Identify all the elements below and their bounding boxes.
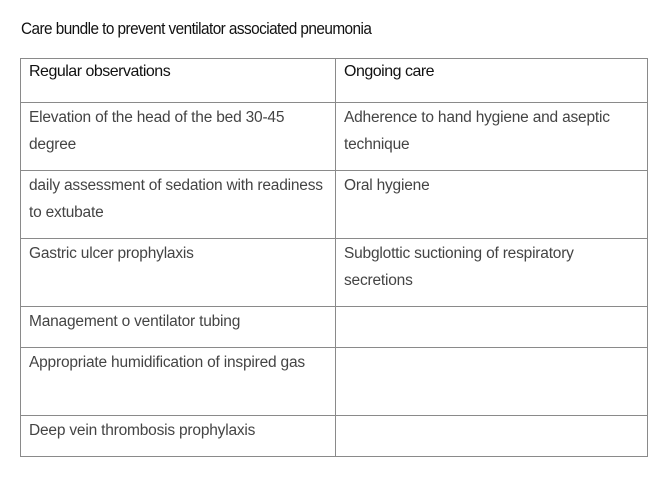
table-row [21, 239, 648, 307]
table-row [21, 103, 648, 171]
table-cell: Deep vein thrombosis prophylaxis [21, 416, 336, 457]
table-cell: Management o ventilator tubing [21, 307, 336, 348]
table-cell [336, 348, 648, 416]
table-row [21, 307, 648, 348]
table-header-row [21, 59, 648, 103]
header-regular-observations: Regular observations [21, 59, 336, 103]
table-cell: Adherence to hand hygiene and aseptic technique [336, 103, 648, 171]
table-cell [336, 416, 648, 457]
table-cell: Elevation of the head of the bed 30-45 degree [21, 103, 336, 171]
table-cell: Gastric ulcer prophylaxis [21, 239, 336, 307]
table-row [21, 171, 648, 239]
care-bundle-table [20, 58, 648, 457]
header-ongoing-care: Ongoing care [336, 59, 648, 103]
table-row [21, 348, 648, 416]
table-cell [336, 307, 648, 348]
table-row [21, 416, 648, 457]
table-cell: daily assessment of sedation with readiness to extubate [21, 171, 336, 239]
document-title: Care bundle to prevent ventilator associated pneumonia [21, 20, 372, 38]
table-cell: Appropriate humidification of inspired gas [21, 348, 336, 416]
table-cell: Subglottic suctioning of respiratory secretions [336, 239, 648, 307]
table-cell: Oral hygiene [336, 171, 648, 239]
